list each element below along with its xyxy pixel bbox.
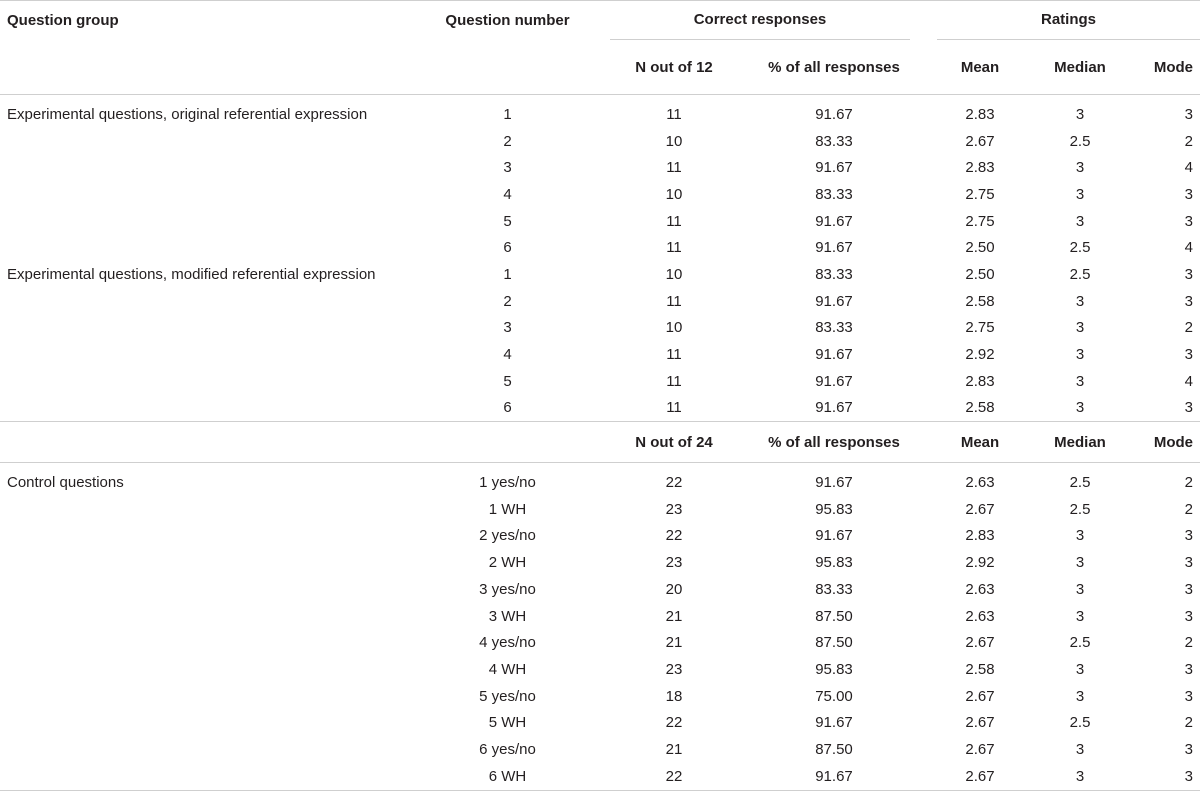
cell-mode: 2 xyxy=(1184,132,1193,150)
header-median-control: Median xyxy=(1054,433,1106,451)
cell-n-correct: 11 xyxy=(666,212,682,230)
table-row xyxy=(0,261,1200,288)
cell-question-number: 5 yes/no xyxy=(479,687,536,705)
cell-n-correct: 11 xyxy=(666,159,682,177)
cell-mean: 2.67 xyxy=(965,634,995,652)
cell-median: 2.5 xyxy=(1069,474,1091,492)
cell-question-number: 2 xyxy=(503,132,512,150)
cell-n-correct: 18 xyxy=(665,687,683,705)
cell-median: 3 xyxy=(1075,185,1085,203)
cell-mode: 2 xyxy=(1184,500,1193,518)
cell-pct-correct: 83.33 xyxy=(815,265,853,283)
cell-n-correct: 20 xyxy=(665,580,683,598)
cell-pct-correct: 87.50 xyxy=(815,607,853,625)
cell-question-number: 1 WH xyxy=(488,500,527,518)
table-row xyxy=(0,288,1200,315)
cell-mean: 2.50 xyxy=(965,265,995,283)
cell-mean: 2.92 xyxy=(965,554,995,572)
cell-question-group xyxy=(0,395,405,422)
table-row xyxy=(0,576,1200,603)
header-question-number: Question number xyxy=(405,1,610,41)
cell-pct-correct: 91.67 xyxy=(815,474,853,492)
cell-n-correct: 10 xyxy=(665,265,683,283)
cell-question-number: 2 WH xyxy=(488,554,527,572)
cell-question-group xyxy=(0,683,405,710)
cell-median: 3 xyxy=(1075,767,1085,785)
table-row xyxy=(0,683,1200,710)
cell-n-correct: 11 xyxy=(666,239,682,257)
cell-question-group: Control questions xyxy=(7,474,124,492)
cell-question-group xyxy=(0,368,405,395)
cell-pct-correct: 91.67 xyxy=(815,159,853,177)
cell-mode: 3 xyxy=(1184,660,1193,678)
header-pct-all-control: % of all responses xyxy=(768,433,900,451)
correct-responses-label: Correct responses xyxy=(610,1,910,40)
table-row xyxy=(0,341,1200,368)
cell-n-correct: 21 xyxy=(665,634,683,652)
table-row xyxy=(0,368,1200,395)
cell-n-correct: 23 xyxy=(665,660,683,678)
cell-pct-correct: 91.67 xyxy=(815,767,853,785)
cell-pct-correct: 95.83 xyxy=(815,660,853,678)
header-row-2 xyxy=(0,40,1200,95)
cell-pct-correct: 87.50 xyxy=(815,740,853,758)
cell-mean: 2.58 xyxy=(965,292,995,310)
cell-n-correct: 11 xyxy=(666,346,682,364)
header-correct-responses xyxy=(610,1,930,41)
cell-question-group xyxy=(0,736,405,763)
cell-median: 3 xyxy=(1075,159,1085,177)
cell-question-number: 6 xyxy=(503,239,512,257)
subheader-empty-1 xyxy=(0,422,405,463)
cell-mode: 3 xyxy=(1184,346,1193,364)
cell-question-number: 1 xyxy=(503,105,512,123)
cell-mean: 2.50 xyxy=(965,239,995,257)
cell-median: 3 xyxy=(1075,319,1085,337)
cell-pct-correct: 95.83 xyxy=(815,500,853,518)
table-row xyxy=(0,128,1200,155)
cell-question-number: 5 xyxy=(503,372,512,390)
cell-pct-correct: 87.50 xyxy=(815,634,853,652)
cell-mode: 4 xyxy=(1184,159,1193,177)
cell-mode: 3 xyxy=(1184,527,1193,545)
cell-median: 3 xyxy=(1075,292,1085,310)
cell-mean: 2.63 xyxy=(965,474,995,492)
cell-pct-correct: 83.33 xyxy=(815,319,853,337)
cell-median: 3 xyxy=(1075,527,1085,545)
cell-mode: 3 xyxy=(1184,554,1193,572)
cell-pct-correct: 95.83 xyxy=(815,554,853,572)
cell-mean: 2.67 xyxy=(965,500,995,518)
table-row xyxy=(0,95,1200,128)
cell-pct-correct: 91.67 xyxy=(815,239,853,257)
cell-median: 3 xyxy=(1075,346,1085,364)
cell-n-correct: 21 xyxy=(665,607,683,625)
table-row xyxy=(0,709,1200,736)
cell-pct-correct: 91.67 xyxy=(815,527,853,545)
cell-question-number: 6 WH xyxy=(488,767,527,785)
cell-question-number: 4 xyxy=(503,346,512,364)
cell-question-number: 2 yes/no xyxy=(479,527,536,545)
header-median: Median xyxy=(1054,58,1106,76)
cell-mean: 2.63 xyxy=(965,607,995,625)
cell-mode: 3 xyxy=(1184,767,1193,785)
cell-question-group xyxy=(0,496,405,523)
cell-mean: 2.67 xyxy=(965,714,995,732)
cell-pct-correct: 91.67 xyxy=(815,292,853,310)
cell-question-group xyxy=(0,181,405,208)
cell-pct-correct: 91.67 xyxy=(815,346,853,364)
cell-mode: 2 xyxy=(1184,319,1193,337)
cell-mean: 2.75 xyxy=(965,319,995,337)
cell-median: 3 xyxy=(1075,740,1085,758)
header-n-out-of-24: N out of 24 xyxy=(635,433,713,451)
header-pct-all: % of all responses xyxy=(768,58,900,76)
header-mean: Mean xyxy=(960,58,1000,76)
cell-mode: 2 xyxy=(1184,634,1193,652)
table-row xyxy=(0,736,1200,763)
cell-mode: 3 xyxy=(1184,687,1193,705)
header-empty-2 xyxy=(405,40,610,95)
cell-mean: 2.67 xyxy=(965,687,995,705)
cell-mean: 2.83 xyxy=(965,105,995,123)
cell-mode: 4 xyxy=(1184,372,1193,390)
cell-question-number: 2 xyxy=(503,292,512,310)
ratings-label: Ratings xyxy=(937,1,1200,40)
cell-median: 3 xyxy=(1075,399,1085,417)
cell-mode: 3 xyxy=(1184,607,1193,625)
cell-question-number: 3 WH xyxy=(488,607,527,625)
cell-mean: 2.58 xyxy=(965,660,995,678)
cell-mode: 2 xyxy=(1184,474,1193,492)
cell-question-group xyxy=(0,128,405,155)
cell-n-correct: 11 xyxy=(666,292,682,310)
header-n-out-of-12: N out of 12 xyxy=(635,58,713,76)
cell-question-group xyxy=(0,234,405,261)
cell-n-correct: 22 xyxy=(665,714,683,732)
cell-pct-correct: 91.67 xyxy=(815,105,853,123)
cell-median: 3 xyxy=(1075,580,1085,598)
cell-pct-correct: 91.67 xyxy=(815,714,853,732)
cell-n-correct: 10 xyxy=(665,319,683,337)
cell-question-number: 3 xyxy=(503,319,512,337)
cell-question-group xyxy=(0,576,405,603)
cell-question-number: 1 xyxy=(503,265,512,283)
cell-n-correct: 11 xyxy=(666,105,682,123)
cell-question-group: Experimental questions, modified referential expression xyxy=(7,265,376,283)
cell-question-group xyxy=(0,341,405,368)
cell-question-number: 6 xyxy=(503,399,512,417)
subheader-empty-2 xyxy=(405,422,610,463)
cell-question-group xyxy=(0,523,405,550)
cell-pct-correct: 75.00 xyxy=(815,687,853,705)
cell-mean: 2.75 xyxy=(965,212,995,230)
table-row xyxy=(0,208,1200,235)
table-row xyxy=(0,395,1200,422)
cell-n-correct: 22 xyxy=(665,767,683,785)
table-row xyxy=(0,234,1200,261)
table-row xyxy=(0,603,1200,630)
cell-mean: 2.67 xyxy=(965,132,995,150)
cell-n-correct: 23 xyxy=(665,500,683,518)
cell-mode: 3 xyxy=(1184,399,1193,417)
cell-n-correct: 22 xyxy=(665,474,683,492)
cell-question-number: 5 WH xyxy=(488,714,527,732)
cell-median: 2.5 xyxy=(1069,634,1091,652)
cell-n-correct: 23 xyxy=(665,554,683,572)
cell-n-correct: 22 xyxy=(665,527,683,545)
cell-pct-correct: 91.67 xyxy=(815,399,853,417)
cell-pct-correct: 83.33 xyxy=(815,580,853,598)
cell-median: 3 xyxy=(1075,554,1085,572)
cell-median: 3 xyxy=(1075,212,1085,230)
cell-question-number: 1 yes/no xyxy=(479,474,536,492)
cell-question-number: 4 yes/no xyxy=(479,634,536,652)
cell-median: 3 xyxy=(1075,607,1085,625)
header-mean-control: Mean xyxy=(960,433,1000,451)
cell-question-group xyxy=(0,288,405,315)
cell-median: 2.5 xyxy=(1069,265,1091,283)
cell-mean: 2.83 xyxy=(965,527,995,545)
cell-median: 3 xyxy=(1075,660,1085,678)
cell-pct-correct: 91.67 xyxy=(815,212,853,230)
control-header-row xyxy=(0,422,1200,463)
table-row xyxy=(0,463,1200,496)
cell-mean: 2.75 xyxy=(965,185,995,203)
cell-question-group xyxy=(0,315,405,342)
table-row xyxy=(0,629,1200,656)
header-empty-1 xyxy=(0,40,405,95)
cell-question-group xyxy=(0,549,405,576)
cell-question-group xyxy=(0,629,405,656)
table-row xyxy=(0,523,1200,550)
cell-median: 3 xyxy=(1075,687,1085,705)
table-row xyxy=(0,181,1200,208)
table-row xyxy=(0,315,1200,342)
table-row xyxy=(0,549,1200,576)
cell-median: 2.5 xyxy=(1069,714,1091,732)
cell-question-group xyxy=(0,154,405,181)
cell-question-number: 3 xyxy=(503,159,512,177)
cell-question-number: 5 xyxy=(503,212,512,230)
cell-question-group: Experimental questions, original referential expression xyxy=(7,105,368,123)
cell-mean: 2.83 xyxy=(965,372,995,390)
header-mode-control: Mode xyxy=(1153,433,1193,451)
cell-mode: 3 xyxy=(1184,740,1193,758)
cell-mode: 3 xyxy=(1184,580,1193,598)
table-row xyxy=(0,154,1200,181)
cell-mean: 2.83 xyxy=(965,159,995,177)
cell-pct-correct: 83.33 xyxy=(815,185,853,203)
table-row xyxy=(0,763,1200,790)
cell-question-group xyxy=(0,709,405,736)
cell-question-group xyxy=(0,656,405,683)
cell-n-correct: 10 xyxy=(665,185,683,203)
cell-question-number: 4 xyxy=(503,185,512,203)
cell-mean: 2.67 xyxy=(965,767,995,785)
cell-mean: 2.67 xyxy=(965,740,995,758)
cell-question-group xyxy=(0,763,405,790)
header-mode: Mode xyxy=(1153,58,1193,76)
cell-question-number: 3 yes/no xyxy=(479,580,536,598)
cell-n-correct: 11 xyxy=(666,399,682,417)
cell-question-number: 6 yes/no xyxy=(479,740,536,758)
cell-question-group xyxy=(0,208,405,235)
cell-mode: 3 xyxy=(1184,212,1193,230)
cell-mode: 3 xyxy=(1184,105,1193,123)
table-row xyxy=(0,496,1200,523)
table-row xyxy=(0,656,1200,683)
cell-n-correct: 21 xyxy=(665,740,683,758)
cell-pct-correct: 91.67 xyxy=(815,372,853,390)
cell-mode: 3 xyxy=(1184,265,1193,283)
cell-pct-correct: 83.33 xyxy=(815,132,853,150)
cell-mode: 2 xyxy=(1184,714,1193,732)
cell-n-correct: 11 xyxy=(666,372,682,390)
header-ratings xyxy=(930,1,1200,41)
cell-mean: 2.63 xyxy=(965,580,995,598)
cell-question-number: 4 WH xyxy=(488,660,527,678)
header-row-1 xyxy=(0,1,1200,41)
cell-median: 3 xyxy=(1075,372,1085,390)
cell-mode: 4 xyxy=(1184,239,1193,257)
cell-mode: 3 xyxy=(1184,185,1193,203)
cell-median: 2.5 xyxy=(1069,239,1091,257)
cell-median: 2.5 xyxy=(1069,500,1091,518)
cell-question-group xyxy=(0,603,405,630)
cell-n-correct: 10 xyxy=(665,132,683,150)
header-question-group: Question group xyxy=(0,1,405,41)
cell-mean: 2.58 xyxy=(965,399,995,417)
cell-median: 3 xyxy=(1075,105,1085,123)
cell-mean: 2.92 xyxy=(965,346,995,364)
cell-median: 2.5 xyxy=(1069,132,1091,150)
cell-mode: 3 xyxy=(1184,292,1193,310)
